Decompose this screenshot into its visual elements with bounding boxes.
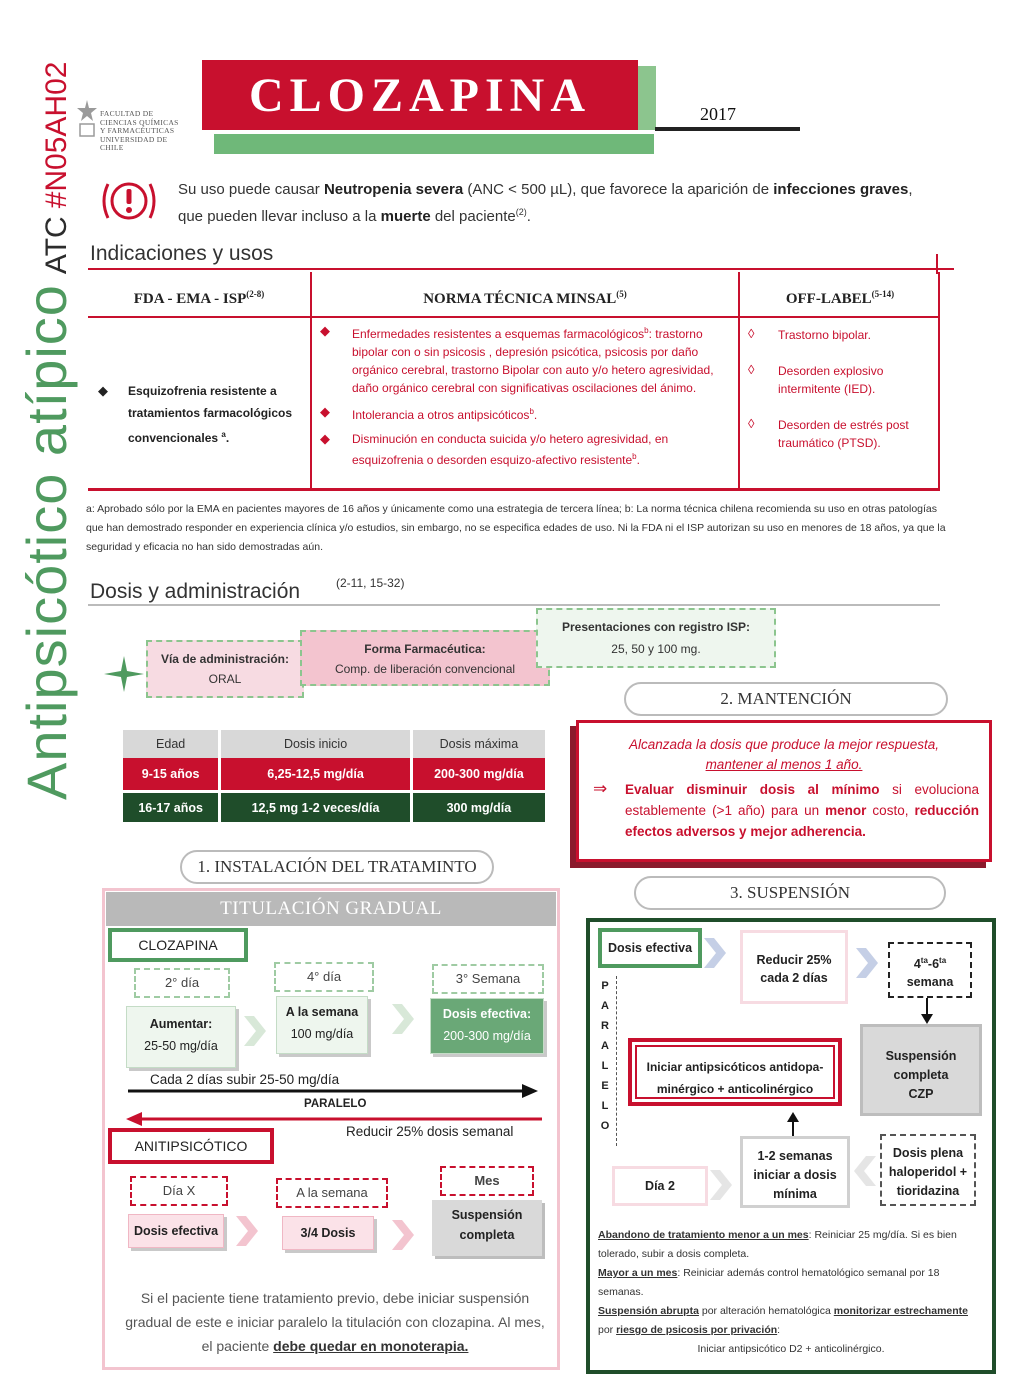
indications-col-fda	[88, 272, 310, 496]
antipsicotico-step-3: Suspensión completa	[432, 1200, 542, 1256]
dosis-efectiva-tag: Dosis efectiva	[598, 928, 702, 968]
time-label: Día X	[130, 1176, 228, 1206]
indication-item: ◆ Intolerancia a otros antipsicóticos$^b$.	[320, 404, 538, 422]
arrow-down-icon	[920, 998, 934, 1024]
paralelo-label: PARALELO	[304, 1098, 367, 1110]
clozapina-step-3: Dosis efectiva: 200-300 mg/día	[430, 998, 544, 1054]
atc-code: #N05AH02	[40, 61, 73, 209]
time-label: Mes	[440, 1166, 534, 1196]
mantencion-text: Alcanzada la dosis que produce la mejor respuesta, mantener al menos 1 año.	[629, 737, 939, 772]
dosis-plena-box: Dosis plena haloperidol + tioridazina	[880, 1134, 976, 1206]
note: Suspensión abrupta por alteración hematológica monitorizar estrechamente por riesgo de psicosis por privación:	[598, 1305, 968, 1336]
time-label: 2° día	[134, 968, 230, 998]
indications-table	[88, 272, 954, 496]
indications-col-minsal	[312, 272, 738, 496]
arrow-label: Cada 2 días subir 25-50 mg/día	[150, 1072, 340, 1087]
forma-box: Forma Farmacéutica: Comp. de liberación convencional	[300, 630, 550, 686]
footnote: a: Aprobado sólo por la EMA en pacientes mayores de 16 años y únicamente como una estrategia de tercera línea; b: La norma técnica chilena recomienda su uso en otras patologías que han demostrado responder en experiencia clínica y/o estudios, sin embargo, no se especifica edades de uso. Ni la FDA ni el ISP autorizan su uso en menores de 18 años, ya que la seguridad y eficacia no han sido demostradas aún.	[86, 503, 946, 553]
table-cell: 300 mg/día	[413, 790, 545, 822]
mantencion-title: 2. MANTENCIÓN	[624, 682, 948, 716]
column-header: Dosis máxima	[413, 730, 545, 758]
mantencion-text: Evaluar disminuir dosis al mínimo si evoluciona establemente (>1 año) para un menor costo, reducción efectos adversos y mejor adherencia.	[625, 782, 979, 839]
divider	[655, 127, 800, 131]
instalacion-title: 1. INSTALACIÓN DEL TRATAMINTO	[180, 850, 494, 884]
iniciar-antipsicoticos-box: Iniciar antipsicóticos antidopa- minérgico + anticolinérgico	[628, 1038, 842, 1106]
decor-bar	[638, 66, 656, 130]
time-label: A la semana	[276, 1178, 388, 1208]
indication-list	[312, 322, 738, 496]
table-row	[123, 790, 545, 822]
semanas-box: 1-2 semanas iniciar a dosis mínima	[740, 1136, 850, 1208]
section-heading-dosis: Dosis y administración	[90, 580, 301, 603]
divider	[88, 488, 940, 491]
divider	[938, 272, 940, 488]
divider	[740, 316, 940, 318]
instalacion-note: Si el paciente tiene tratamiento previo, debe iniciar suspensión gradual de este e iniciar paralelo la titulación con clozapina. Al mes, el paciente debe quedar en monoterapia.	[125, 1290, 545, 1354]
column-header: NORMA TÉCNICA MINSAL$^{(5)}$	[423, 289, 627, 307]
divider	[616, 976, 617, 1146]
clozapina-step-1: Aumentar: 25-50 mg/día	[126, 1006, 236, 1068]
column-header: OFF-LABEL$^{(5-14)}$	[785, 289, 895, 307]
age-dose-table	[120, 730, 548, 822]
mantencion-box	[576, 720, 992, 862]
indication-item: ◊ Trastorno bipolar.	[748, 326, 871, 342]
indication-item: ◆ Enfermedades resistentes a esquemas farmacológicos$^b$: trastorno bipolar con o sin psicosis , depresión psicótica, psicosis por daño orgánico cerebral, trastorno Bipolar con auto y/o hetero agresividad, daño orgánico cerebral con significativas oscilaciones del ánimo.	[320, 323, 714, 395]
divider	[936, 254, 938, 274]
time-label: 3° Semana	[432, 964, 544, 994]
note: Abandono de tratamiento menor a un mes: Reiniciar 25 mg/día. Si es bien tolerado, subir a dosis completa.	[598, 1229, 957, 1260]
table-cell: 16-17 años	[123, 790, 218, 822]
year: 2017	[700, 104, 736, 124]
divider	[88, 316, 310, 318]
table-cell: 12,5 mg 1-2 veces/día	[221, 790, 410, 822]
indication-item: ◊ Desorden explosivo intermitente (IED).	[748, 362, 884, 396]
title-banner	[202, 60, 638, 130]
indication-item: ◆ Disminución en conducta suicida y/o hetero agresividad, en esquizofrenia o desorden esquizo-afectivo resistente$^b$.	[320, 431, 669, 467]
indication-item: ◊ Desorden de estrés post traumático (PTSD).	[748, 416, 909, 450]
chevron-right-icon	[236, 1216, 258, 1246]
suspension-completa-box: Suspensión completa CZP	[860, 1024, 982, 1116]
crest-icon	[74, 98, 100, 138]
clozapina-step-2: A la semana 100 mg/día	[276, 996, 368, 1054]
semana-box: $4^{ta}-6^{ta}$ semana	[888, 942, 972, 998]
indication-item: ◆ Esquizofrenia resistente a tratamientos farmacológicos convencionales $^a$.	[98, 383, 293, 445]
via-box: Vía de administración: ORAL	[146, 640, 304, 698]
logo-line: UNIVERSIDAD DE CHILE	[100, 134, 168, 152]
chevron-left-icon	[854, 1156, 876, 1186]
note: Iniciar antipsicótico D2 + anticolinérgico.	[697, 1343, 885, 1355]
column-header: FDA - EMA - ISP$^{(2-8)}$	[133, 289, 265, 307]
table-cell: 200-300 mg/día	[413, 758, 545, 790]
antipsicotico-tag: ANITIPSICÓTICO	[108, 1128, 274, 1164]
university-logo	[70, 98, 192, 152]
chevron-right-icon	[392, 1220, 414, 1250]
page-title: CLOZAPINA	[248, 69, 592, 122]
suspension-notes	[598, 1226, 984, 1359]
time-label: 4° día	[274, 962, 374, 992]
titulacion-banner: TITULACIÓN GRADUAL	[106, 892, 556, 926]
reducir-box: Reducir 25% cada 2 días	[740, 930, 848, 1004]
divider	[88, 604, 940, 606]
table-cell: 9-15 años	[123, 758, 218, 790]
arrow-icon: ⇒	[593, 779, 608, 798]
column-header: Edad	[123, 730, 218, 758]
chevron-right-icon	[244, 1016, 266, 1046]
divider	[88, 268, 954, 270]
column-header: Dosis inicio	[221, 730, 410, 758]
table-row	[123, 758, 545, 790]
logo-line: CIENCIAS QUÍMICAS	[100, 117, 179, 127]
arrow-label: Reducir 25% dosis semanal	[346, 1124, 514, 1139]
warning-text: Su uso puede causar Neutropenia severa (ANC < 500 µL), que favorece la aparición de infecciones graves, que pueden llevar incluso a la muerte del paciente$^{(2)}$.	[178, 181, 913, 225]
indications-col-offlabel	[740, 272, 940, 496]
clozapina-tag: CLOZAPINA	[108, 928, 248, 962]
arrow-up-icon	[786, 1112, 800, 1136]
chevron-right-icon	[704, 938, 726, 968]
logo-line: Y FARMACÉUTICAS	[100, 126, 175, 135]
logo-line: FACULTAD DE	[100, 109, 154, 118]
note: Mayor a un mes: Reiniciar además control hematológico semanal por 18 semanas.	[598, 1267, 940, 1298]
chevron-right-icon	[710, 1170, 732, 1200]
warning-icon	[98, 178, 160, 224]
atc-label: ATC	[40, 216, 73, 275]
presentaciones-box: Presentaciones con registro ISP: 25, 50 y 100 mg.	[536, 608, 776, 668]
star-icon	[104, 656, 144, 692]
chevron-right-icon	[392, 1004, 414, 1034]
table-cell: 6,25-12,5 mg/día	[221, 758, 410, 790]
dia2-box: Día 2	[612, 1166, 708, 1206]
indication-list	[740, 326, 940, 496]
chevron-right-icon	[856, 948, 878, 978]
paralelo-vertical: P A R A L E L O	[600, 980, 610, 1132]
section-heading-indicaciones: Indicaciones y usos	[90, 242, 274, 265]
decor-bar	[214, 134, 654, 154]
drug-class: Antipsicótico atípico	[15, 284, 78, 800]
antipsicotico-step-1: Dosis efectiva	[128, 1214, 224, 1248]
divider	[312, 316, 738, 318]
antipsicotico-step-2: 3/4 Dosis	[282, 1216, 374, 1250]
dosis-ref: (2-11, 15-32)	[336, 576, 405, 590]
suspension-title: 3. SUSPENSIÓN	[634, 876, 946, 910]
